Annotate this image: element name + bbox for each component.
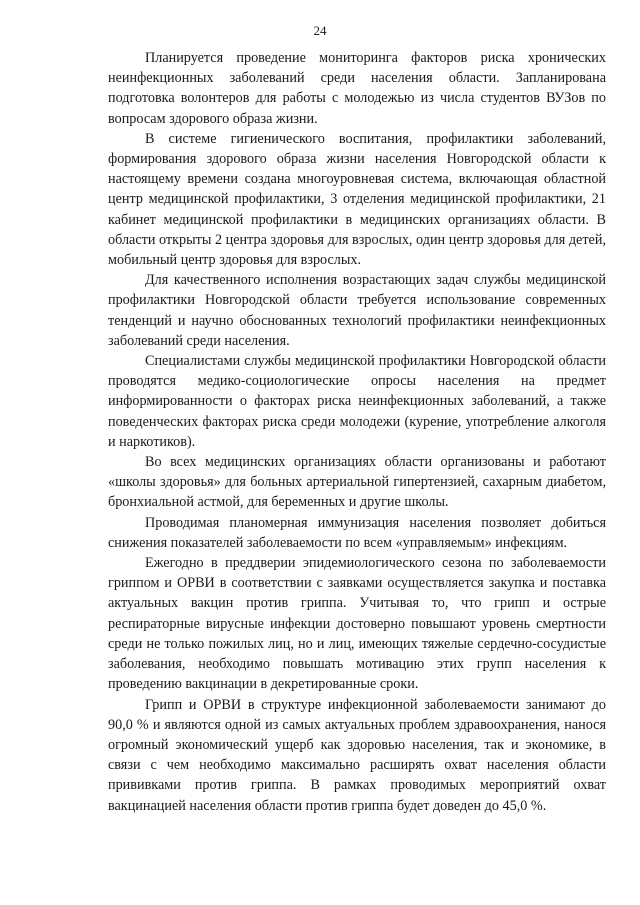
document-body	[108, 48, 606, 816]
page-number: 24	[313, 23, 327, 38]
paragraph-immunization: Проводимая планомерная иммунизация населения позволяет добиться снижения показателей заболеваемости по всем «управляемым» инфекциям.	[108, 514, 606, 551]
paragraph-prevention-system: В системе гигиенического воспитания, профилактики заболеваний, формирования здорового образа жизни населения Новгородской области к настоящему времени создана многоуровневая система, включающая областной центр медицинской профилактики, 3 отделения медицинской профилактики, 21 кабинет медицинской профилактики в медицинских организациях области. В области открыты 2 центра здоровья для взрослых, один центр здоровья для детей, мобильный центр здоровья для взрослых.	[108, 130, 606, 269]
paragraph-monitoring: Планируется проведение мониторинга факторов риска хронических неинфекционных заболеваний среди населения области. Запланирована подготовка волонтеров для работы с молодежью из числа студентов ВУЗов по вопросам здорового образа жизни.	[108, 50, 606, 127]
paragraph-health-schools: Во всех медицинских организациях области организованы и работают «школы здоровья» для больных артериальной гипертензией, сахарным диабетом, бронхиальной астмой, для беременных и другие школы.	[108, 454, 606, 511]
paragraph-flu-vaccines: Ежегодно в преддверии эпидемиологического сезона по заболеваемости гриппом и ОРВИ в соответствии с заявками осуществляется закупка и поставка актуальных вакцин против гриппа. Учитывая то, что грипп и острые респираторные вирусные инфекции достоверно повышают уровень смертности среди не только пожилых лиц, но и лиц, имеющих тяжелые сердечно-сосудистые заболевания, необходимо повышать мотивацию этих групп населения к проведению вакцинации в декретированные сроки.	[108, 555, 606, 693]
paragraph-technologies: Для качественного исполнения возрастающих задач службы медицинской профилактики Новгородской области требуется использование современных тенденций и научно обоснованных технологий профилактики неинфекционных заболеваний среди населения.	[108, 272, 606, 349]
paragraph-flu-coverage: Грипп и ОРВИ в структуре инфекционной заболеваемости занимают до 90,0 % и являются одной из самых актуальных проблем здравоохранения, нанося огромный экономический ущерб как здоровью населения, так и экономике, в связи с чем необходимо максимально расширять охват населения области прививками против гриппа. В рамках проводимых мероприятий охват вакцинацией населения области против гриппа будет доведен до 45,0 %.	[108, 696, 606, 814]
paragraph-surveys: Специалистами службы медицинской профилактики Новгородской области проводятся медико-социологические опросы населения на предмет информированности о факторах риска неинфекционных заболеваний, а также поведенческих факторах риска среди молодежи (курение, употребление алкоголя и наркотиков).	[108, 353, 606, 450]
